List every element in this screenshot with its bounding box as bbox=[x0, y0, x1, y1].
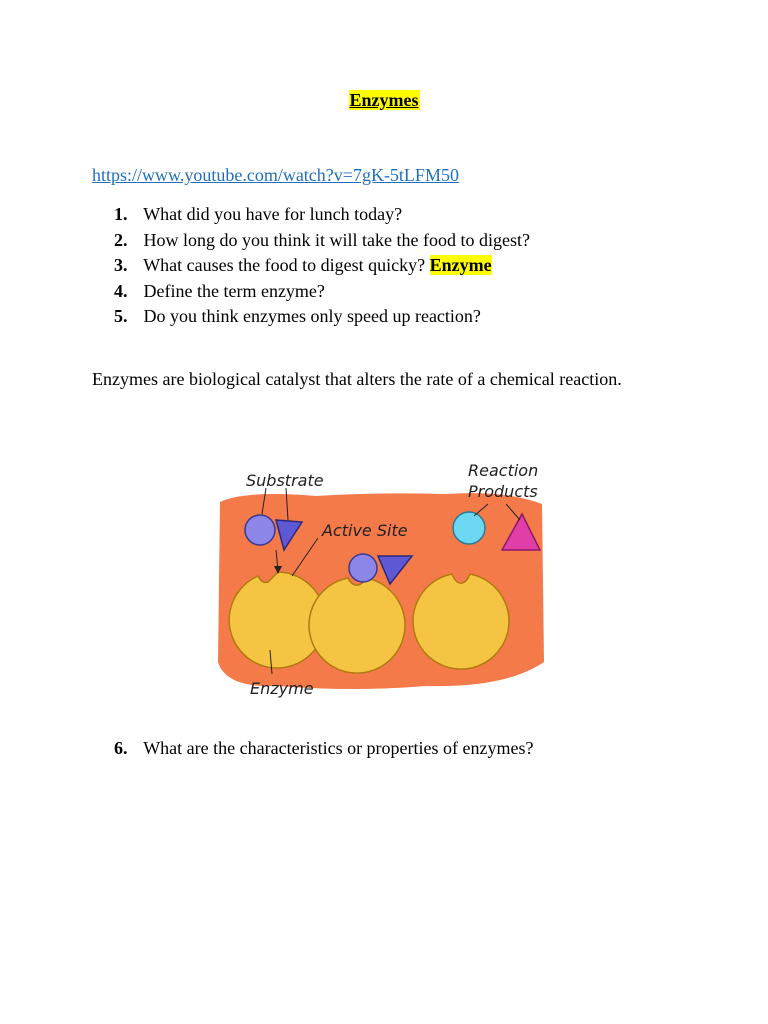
question-text: Do you think enzymes only speed up reaction? bbox=[143, 306, 481, 326]
question-6 bbox=[114, 738, 534, 759]
product-circle bbox=[453, 512, 485, 544]
question-number: 5. bbox=[114, 306, 128, 326]
question-number: 1. bbox=[114, 204, 128, 224]
title-text: Enzymes bbox=[349, 90, 419, 110]
question-number: 6. bbox=[114, 738, 128, 758]
list-item bbox=[114, 304, 530, 330]
definition-paragraph: Enzymes are biological catalyst that alters the rate of a chemical reaction. bbox=[92, 369, 622, 389]
question-list bbox=[114, 202, 530, 330]
active-site-label: Active Site bbox=[322, 521, 408, 540]
question-text: What causes the food to digest quicky? bbox=[143, 255, 426, 275]
enzyme-shape bbox=[309, 578, 405, 673]
substrate-label: Substrate bbox=[246, 471, 324, 490]
enzyme-shape bbox=[413, 574, 509, 669]
products-label-line2: Products bbox=[468, 482, 538, 501]
list-item bbox=[114, 253, 530, 279]
question-number: 2. bbox=[114, 229, 128, 250]
substrate-circle bbox=[245, 515, 275, 545]
enzyme-label: Enzyme bbox=[250, 679, 314, 698]
list-item bbox=[114, 279, 530, 305]
page-title bbox=[0, 90, 768, 111]
question-text: What are the characteristics or properties of enzymes? bbox=[143, 738, 534, 758]
list-item bbox=[114, 228, 530, 254]
question-text: What did you have for lunch today? bbox=[143, 204, 403, 224]
list-item bbox=[114, 202, 530, 228]
question-text: Define the term enzyme? bbox=[143, 280, 325, 301]
substrate-circle bbox=[349, 554, 377, 582]
question-text: How long do you think it will take the food to digest? bbox=[143, 229, 530, 250]
youtube-link[interactable]: https://www.youtube.com/watch?v=7gK-5tLFM50 bbox=[92, 165, 459, 185]
question-number: 4. bbox=[114, 280, 128, 301]
highlighted-answer: Enzyme bbox=[429, 255, 492, 275]
question-number: 3. bbox=[114, 255, 128, 275]
enzyme-diagram bbox=[206, 452, 546, 702]
products-label-line1: Reaction bbox=[468, 461, 539, 480]
